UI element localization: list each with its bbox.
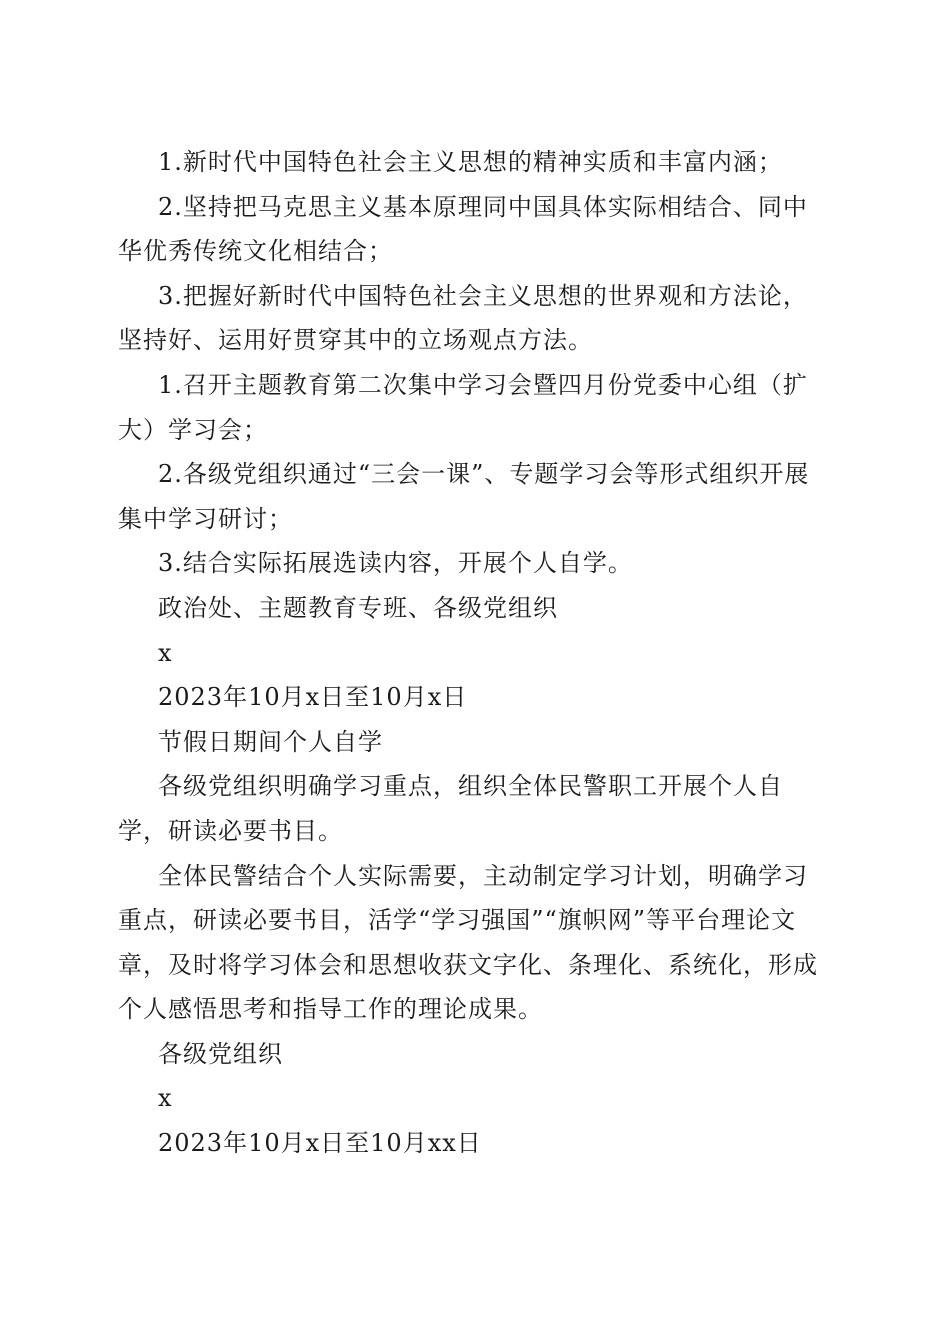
responsible-person-1: x (158, 638, 173, 667)
study-content-item-2: 2.坚持把马克思主义基本原理同中国具体实际相结合、同中华优秀传统文化相结合； (118, 192, 808, 266)
time-range-2: 2023年10月x日至10月xx日 (158, 1129, 482, 1158)
study-method-item-3: 3.结合实际拓展选读内容，开展个人自学。 (158, 549, 633, 578)
document-body (118, 140, 830, 1166)
holiday-study-detail: 全体民警结合个人实际需要，主动制定学习计划，明确学习重点，研读必要书目，活学“学习强国”“旗帜网”等平台理论文章，及时将学习体会和思想收获文字化、条理化、系统化，形成个人感悟思考和指导工作的理论成果。 (118, 861, 818, 1024)
study-method-item-2: 2.各级党组织通过“三会一课”、专题学习会等形式组织开展集中学习研讨； (118, 460, 810, 533)
time-range-1: 2023年10月x日至10月x日 (158, 683, 468, 712)
responsible-units: 政治处、主题教育专班、各级党组织 (158, 593, 558, 622)
study-content-item-1: 1.新时代中国特色社会主义思想的精神实质和丰富内涵； (158, 148, 783, 176)
study-method-item-1: 1.召开主题教育第二次集中学习会暨四月份党委中心组（扩大）学习会； (118, 370, 808, 444)
responsible-person-2: x (158, 1084, 173, 1113)
section-title-holiday-study: 节假日期间个人自学 (158, 727, 383, 756)
holiday-study-requirement: 各级党组织明确学习重点，组织全体民警职工开展个人自学，研读必要书目。 (118, 772, 783, 845)
study-content-item-3: 3.把握好新时代中国特色社会主义思想的世界观和方法论，坚持好、运用好贯穿其中的立场观点方法。 (118, 281, 808, 355)
responsible-units-2: 各级党组织 (158, 1039, 283, 1068)
